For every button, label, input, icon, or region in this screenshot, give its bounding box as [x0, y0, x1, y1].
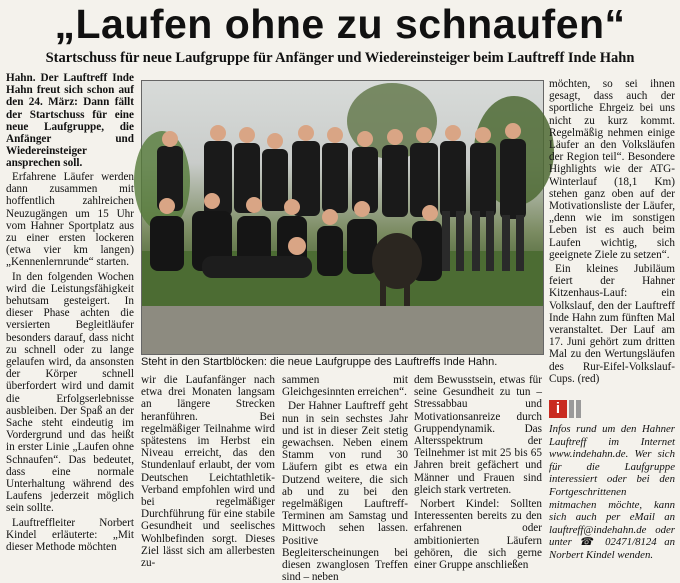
- group-photo: [141, 80, 544, 355]
- info-bars-decoration: [569, 400, 583, 418]
- article-column-2: [141, 374, 275, 572]
- info-icon: i: [549, 400, 567, 418]
- article-lead: Hahn. Der Lauftreff Inde Hahn freut sich schon auf den 24. März: Dann fällt der Startschuss für eine neue Laufgruppe, die Anfänger und Wiedereinsteiger ansprechen soll.: [6, 72, 134, 170]
- article-column-4: [414, 374, 542, 572]
- article-column-5: [549, 78, 675, 396]
- paragraph: Erfahrene Läufer werden dann zusammen mit hoffentlich zahlreichen Neuzugängen um 15 Uhr vom Hahner Sportplatz aus zu einer ersten lockeren (etwa vier km langen) „Kennenlernrunde“ starten.: [6, 171, 134, 269]
- group-photo-illustration: [142, 81, 543, 354]
- article-subheadline: Startschuss für neue Laufgruppe für Anfänger und Wiedereinsteiger beim Lauftreff Inde Hahn: [45, 50, 635, 66]
- photo-caption: Steht in den Startblöcken: die neue Laufgruppe des Lauftreffs Inde Hahn.: [141, 356, 498, 368]
- paragraph: Der Hahner Lauftreff geht nun in sein sechstes Jahr und ist in dieser Zeit stetig gewachsen. Neben einem Stamm von rund 30 Läufern gibt es etwa ein Dutzend weitere, die sich ab und zu bei den regelmäßigen Lauftreff-Terminen am Samstag und Mittwoch sehen lassen. Positive Begleiterscheinungen bei diesen zwanglosen Treffen sind – neben: [282, 400, 408, 583]
- info-box-text: Infos rund um den Hahner Lauftreff im Internet www.indehahn.de. Wer sich für die Laufgruppe interessiert oder bei den Fortgeschrittenen mitmachen möchte, kann sich auch per eMail an lauftreff@indehahn.de oder unter ☎ 02471/8124 an Norbert Kindel wenden.: [549, 423, 675, 561]
- paragraph: dem Bewusstsein, etwas für seine Gesundheit zu tun – Stressabbau und Motivationsanreize durch Gruppendynamik. Das Altersspektrum der Teilnehmer ist mit 25 bis 65 Jahren breit gefächert und Männer und Frauen sind gleich stark vertreten.: [414, 374, 542, 496]
- paragraph: Ein kleines Jubiläum feiert der Hahner Kitzenhaus-Lauf: ein Volkslauf, den der Lauftreff Inde Hahn zum fünften Mal veranstaltet. Der Lauf am 17. Juni gehört zum dritten Mal zu den Wertungsläufen des Rur-Eifel-Volkslauf-Cups. (red): [549, 263, 675, 385]
- paragraph: Norbert Kindel: Sollten Interessenten bereits zu den erfahrenen oder ambitionierten Läufern gehören, die sich gerne einer Gruppe anschließen: [414, 498, 542, 572]
- article-column-1: [6, 171, 134, 571]
- paragraph: wir die Laufanfänger nach etwa drei Monaten langsam an längere Strecken heranführen. Bei regelmäßiger Teilnahme wird spätestens im Herbst ein Niveau erreicht, das den Stundenlauf erlaubt, der vom Deutschen Leichtathletik-Verband empfohlen wird und bei regelmäßiger Durchführung für eine stabile Gesundheit und seelisches Wohlbefinden sorgt. Dieses Ziel lässt sich am allerbesten zu-: [141, 374, 275, 570]
- paragraph: möchten, so sei ihnen gesagt, dass auch der sportliche Ehrgeiz bei uns nicht zu kurz kommt. Regelmäßig nehmen einige Läufer an den Volksläufen der Region teil“. Besondere Highlights wie der ATG-Winterlauf (18,1 Km) stehen ganz oben auf der Motivationsliste der Läufer, „denn wie im sonstigen Leben ist es auch beim Laufen wichtig, sich geeignete Ziele zu setzen“.: [549, 78, 675, 261]
- paragraph: sammen mit Gleichgesinnten erreichen“.: [282, 374, 408, 399]
- paragraph: Lauftreffleiter Norbert Kindel erläuterte: „Mit dieser Methode möchten: [6, 516, 134, 554]
- article-headline: „Laufen ohne zu schnaufen“: [54, 1, 626, 47]
- article-column-3: [282, 374, 408, 583]
- paragraph: In den folgenden Wochen wird die Leistungsfähigkeit behutsam gesteigert. In dieser Phase achten die versierten Begleitläufer besonders darauf, dass nicht zu schnell oder zu lange gelaufen wird, da ansonsten der Körper schnell überfordert wird und damit die Erfolgserlebnisse ausbleiben. Der Spaß an der Sache steht eindeutig im Vordergrund und das heißt in erster Linie „Laufen ohne Schnaufen“. Das bedeutet, dass eine normale Unterhaltung während des Laufens jederzeit möglich sein sollte.: [6, 270, 134, 515]
